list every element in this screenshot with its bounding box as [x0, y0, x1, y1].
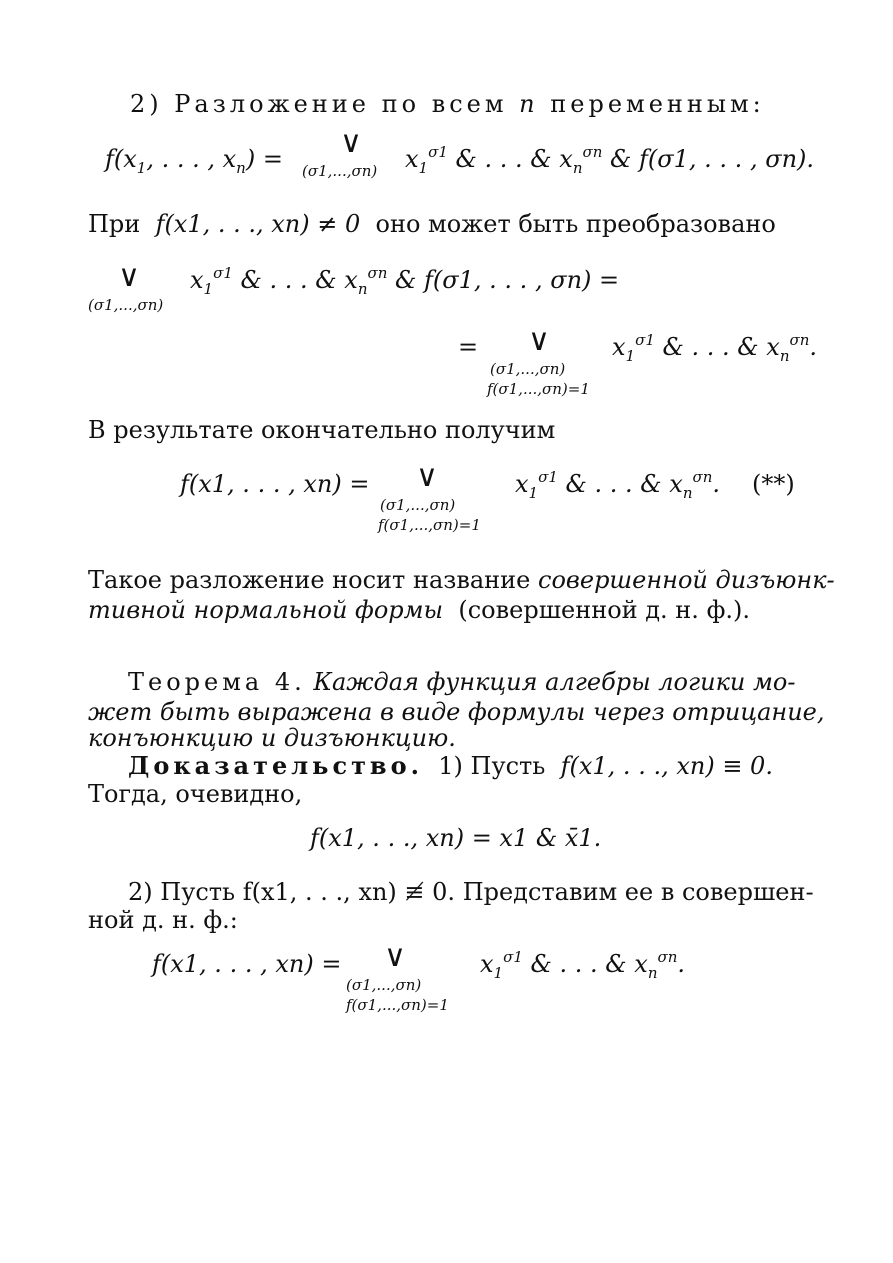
- equation-6-lhs: f(x1, . . . , xn) =: [152, 950, 342, 978]
- heading-text: Разложение по всем: [174, 90, 508, 118]
- equation-2-disjunction: ∨: [118, 259, 140, 294]
- equation-3-rhs: $x_1^{\sigma 1}$ & . . . & $x_n^{\sigma n}$.: [612, 331, 818, 365]
- equation-1-disjunction: ∨: [340, 125, 362, 160]
- equation-6-rhs: $x_1^{\sigma 1}$ & . . . & $x_n^{\sigma n}$.: [480, 948, 686, 982]
- equation-3-index-1: (σ1,...,σn): [490, 360, 566, 378]
- theorem-label: Теорема 4.: [128, 668, 306, 696]
- paragraph-1: При f(x1, . . ., xn) ≠ 0 оно может быть преобразовано: [88, 210, 776, 238]
- equation-3-index-2: f(σ1,...,σn)=1: [487, 380, 590, 398]
- heading-number: 2): [130, 90, 163, 118]
- equation-4-index-2: f(σ1,...,σn)=1: [378, 516, 481, 534]
- equation-1-lhs: $f(x_1$, . . . , $x_n$) =: [105, 145, 283, 177]
- paragraph-3-line-1: Такое разложение носит название совершенной дизъюнк-: [88, 566, 835, 594]
- paragraph-4-line-2: ной д. н. ф.:: [88, 906, 238, 934]
- paragraph-2: В результате окончательно получим: [88, 416, 556, 444]
- theorem-line-3: конъюнкцию и дизъюнкцию.: [88, 724, 456, 752]
- equation-6-disjunction: ∨: [384, 939, 406, 974]
- equation-6-index-2: f(σ1,...,σn)=1: [346, 996, 449, 1014]
- proof-line-1: Доказательство. 1) Пусть f(x1, . . ., xn) ≡ 0.: [128, 751, 773, 780]
- section-heading: [130, 92, 765, 116]
- proof-line-2: Тогда, очевидно,: [88, 780, 303, 808]
- equation-2-rhs: $x_1^{\sigma 1}$ & . . . & $x_n^{\sigma n}$ & f(σ1, . . . , σn) =: [190, 264, 620, 298]
- equation-4-rhs: $x_1^{\sigma 1}$ & . . . & $x_n^{\sigma n}$.: [515, 468, 721, 502]
- equation-6-index-1: (σ1,...,σn): [346, 976, 422, 994]
- equation-3-equals: =: [458, 333, 479, 361]
- theorem-line-1: Теорема 4. Каждая функция алгебры логики мо-: [128, 668, 796, 696]
- equation-3-disjunction: ∨: [528, 323, 550, 358]
- paragraph-3-line-2: тивной нормальной формы (совершенной д. н. ф.).: [88, 596, 750, 624]
- theorem-line-2: жет быть выражена в виде формулы через отрицание,: [88, 698, 825, 726]
- heading-variable: n: [519, 90, 539, 118]
- paragraph-4-line-1: 2) Пусть f(x1, . . ., xn) ≢ 0. Представим ее в совершен-: [128, 878, 814, 906]
- equation-1-disjunction-index: (σ1,...,σn): [302, 162, 378, 180]
- equation-5: f(x1, . . ., xn) = x1 & x̄1.: [310, 824, 602, 852]
- equation-4-tag: (**): [752, 470, 795, 498]
- equation-2-disjunction-index: (σ1,...,σn): [88, 296, 164, 314]
- equation-4-disjunction: ∨: [416, 459, 438, 494]
- proof-label: Доказательство.: [128, 751, 423, 780]
- equation-1-rhs: $x_1^{\sigma 1}$ & . . . & $x_n^{\sigma n}$ & f(σ1, . . . , σn).: [405, 143, 815, 177]
- heading-tail: переменным:: [550, 90, 765, 118]
- equation-4-index-1: (σ1,...,σn): [380, 496, 456, 514]
- equation-4-lhs: f(x1, . . . , xn) =: [180, 470, 370, 498]
